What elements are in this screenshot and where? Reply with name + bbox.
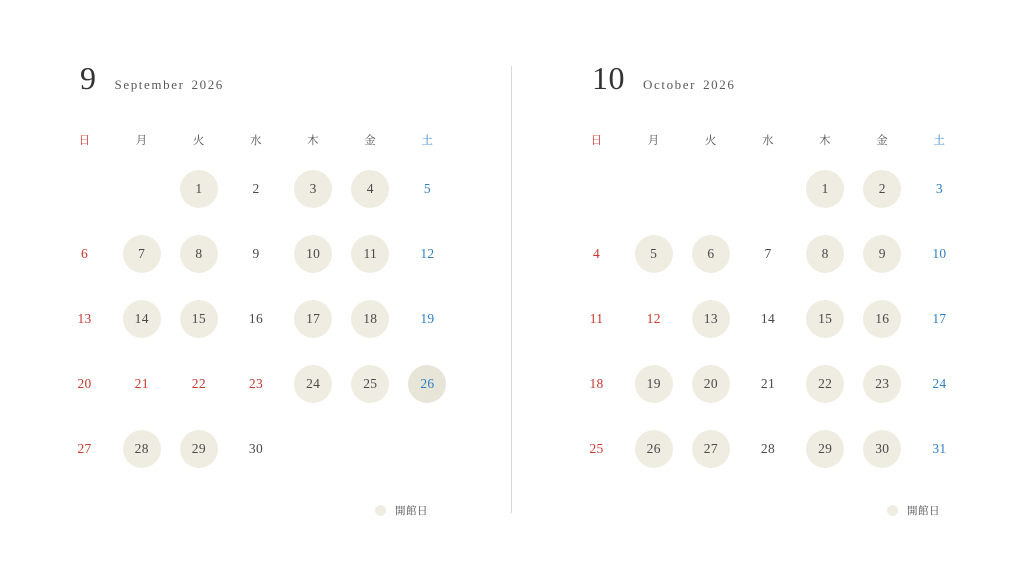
month-name: October: [643, 77, 697, 92]
day-cell: [56, 290, 113, 347]
day-number: 5: [635, 235, 673, 273]
day-cell: [797, 420, 854, 477]
weekday-tuesday: 火: [704, 135, 717, 147]
day-cell: [739, 420, 796, 477]
day-number: 1: [806, 170, 844, 208]
day-cell: [682, 160, 739, 217]
day-number: 28: [760, 440, 776, 456]
day-number: 3: [935, 180, 943, 196]
weekday-thursday: 木: [307, 135, 320, 147]
day-cell: [911, 225, 968, 282]
day-cell: [911, 355, 968, 412]
day-number: 10: [294, 235, 332, 273]
weekday-saturday: 土: [421, 135, 434, 147]
weekday-friday: 金: [876, 135, 889, 147]
day-number: 16: [248, 310, 264, 326]
day-cell: [170, 355, 227, 412]
month-header-october: [568, 62, 968, 108]
day-cell: [285, 355, 342, 412]
day-number: 28: [123, 430, 161, 468]
day-number: 27: [692, 430, 730, 468]
day-number: 19: [635, 365, 673, 403]
day-cell: [227, 290, 284, 347]
day-number: 24: [932, 375, 947, 391]
day-cell: [568, 160, 625, 217]
day-number: 29: [806, 430, 844, 468]
day-cell: [625, 225, 682, 282]
day-number: 25: [351, 365, 389, 403]
day-cell: [682, 420, 739, 477]
week-row: [56, 225, 456, 282]
day-cell: [399, 225, 456, 282]
day-cell: [342, 160, 399, 217]
week-row: [56, 355, 456, 412]
day-number: 30: [248, 440, 264, 456]
day-number: 3: [294, 170, 332, 208]
day-number: 15: [806, 300, 844, 338]
day-number: 8: [806, 235, 844, 273]
day-number: 7: [764, 245, 772, 261]
day-cell: [170, 420, 227, 477]
day-cell: [227, 355, 284, 412]
day-cell: [170, 225, 227, 282]
open-day-swatch-icon: [375, 505, 386, 516]
day-number: 11: [351, 235, 389, 273]
month-panel-october: [512, 0, 1024, 579]
day-number: 8: [180, 235, 218, 273]
day-cell: [797, 160, 854, 217]
month-year: 2026: [703, 77, 736, 92]
day-cell: [285, 160, 342, 217]
weekday-tuesday: 火: [192, 135, 205, 147]
day-number: 13: [692, 300, 730, 338]
day-cell: [682, 355, 739, 412]
day-number: 4: [593, 245, 601, 261]
day-cell: [285, 225, 342, 282]
day-cell: [739, 225, 796, 282]
day-number: 19: [420, 310, 435, 326]
day-cell: [113, 290, 170, 347]
week-row: [568, 225, 968, 282]
month-number: 10: [592, 60, 625, 96]
day-number: 22: [806, 365, 844, 403]
weekday-friday: 金: [364, 135, 377, 147]
day-cell: [625, 160, 682, 217]
day-cell: [399, 290, 456, 347]
day-number: 2: [863, 170, 901, 208]
day-number: 9: [252, 245, 260, 261]
day-number: 20: [77, 375, 92, 391]
day-number: 16: [863, 300, 901, 338]
legend-october: [568, 503, 968, 518]
day-number: 11: [589, 310, 604, 326]
day-number: 9: [863, 235, 901, 273]
day-cell: [739, 160, 796, 217]
day-cell: [625, 290, 682, 347]
day-cell: [285, 290, 342, 347]
day-cell: [854, 225, 911, 282]
day-number: 17: [932, 310, 947, 326]
weekday-wednesday: 水: [761, 135, 774, 147]
weekday-sunday: 日: [78, 135, 91, 147]
day-cell: [911, 290, 968, 347]
day-cell: [568, 355, 625, 412]
day-number: 10: [932, 245, 947, 261]
day-cell: [113, 420, 170, 477]
open-day-swatch-icon: [887, 505, 898, 516]
day-cell: [56, 160, 113, 217]
day-number: 27: [77, 440, 92, 456]
weekday-sunday: 日: [590, 135, 603, 147]
day-cell: [682, 225, 739, 282]
day-number: 18: [351, 300, 389, 338]
day-number: 12: [420, 245, 435, 261]
day-cell: [854, 160, 911, 217]
day-cell: [911, 160, 968, 217]
day-number: 26: [635, 430, 673, 468]
month-name: September: [114, 77, 185, 92]
day-cell: [227, 420, 284, 477]
day-number: 25: [589, 440, 604, 456]
day-number: 6: [81, 245, 89, 261]
weekday-wednesday: 水: [249, 135, 262, 147]
day-cell: [399, 420, 456, 477]
day-number: 6: [692, 235, 730, 273]
day-cell: [797, 290, 854, 347]
day-number: 13: [77, 310, 92, 326]
day-cell: [399, 160, 456, 217]
day-number: 12: [646, 310, 661, 326]
day-cell: [56, 420, 113, 477]
day-cell: [342, 225, 399, 282]
day-number: 30: [863, 430, 901, 468]
day-cell: [625, 355, 682, 412]
day-number: 21: [760, 375, 776, 391]
day-cell: [854, 355, 911, 412]
day-number: 20: [692, 365, 730, 403]
day-cell: [911, 420, 968, 477]
day-number: 17: [294, 300, 332, 338]
day-cell: [342, 420, 399, 477]
day-number: 22: [191, 375, 206, 391]
calendar-grid-october: [568, 130, 968, 477]
day-number: 23: [863, 365, 901, 403]
day-number: 23: [248, 375, 264, 391]
day-cell: [854, 290, 911, 347]
day-number: 5: [423, 180, 431, 196]
month-year: 2026: [191, 77, 224, 92]
day-cell: [227, 160, 284, 217]
legend-label: 開館日: [907, 505, 940, 517]
day-number: 14: [760, 310, 776, 326]
day-cell: [739, 355, 796, 412]
day-cell: [625, 420, 682, 477]
day-cell: [113, 225, 170, 282]
weekday-header-row: [568, 130, 968, 152]
legend-label: 開館日: [395, 505, 428, 517]
week-row: [568, 355, 968, 412]
day-cell: [56, 355, 113, 412]
day-cell: [113, 355, 170, 412]
day-cell: [170, 160, 227, 217]
day-cell: [568, 225, 625, 282]
day-cell: [568, 290, 625, 347]
day-number: 1: [180, 170, 218, 208]
month-number: 9: [80, 60, 97, 96]
weekday-thursday: 木: [819, 135, 832, 147]
day-number: 21: [134, 375, 149, 391]
weekday-saturday: 土: [933, 135, 946, 147]
legend-september: [56, 503, 456, 518]
weekday-monday: 月: [647, 135, 660, 147]
month-header-september: [56, 62, 456, 108]
week-row: [568, 290, 968, 347]
day-number: 24: [294, 365, 332, 403]
day-cell: [682, 290, 739, 347]
day-cell: [56, 225, 113, 282]
day-cell: [399, 355, 456, 412]
week-row: [56, 290, 456, 347]
weekday-monday: 月: [135, 135, 148, 147]
day-cell: [285, 420, 342, 477]
day-number: 18: [589, 375, 604, 391]
day-cell: [854, 420, 911, 477]
day-cell: [739, 290, 796, 347]
day-cell: [568, 420, 625, 477]
week-row: [56, 420, 456, 477]
day-cell: [342, 355, 399, 412]
day-cell: [113, 160, 170, 217]
day-number: 4: [351, 170, 389, 208]
week-row: [56, 160, 456, 217]
day-number: 15: [180, 300, 218, 338]
week-row: [568, 160, 968, 217]
week-row: [568, 420, 968, 477]
weekday-header-row: [56, 130, 456, 152]
day-number: 7: [123, 235, 161, 273]
day-number: 26: [408, 365, 446, 403]
day-number: 29: [180, 430, 218, 468]
day-cell: [797, 225, 854, 282]
day-cell: [227, 225, 284, 282]
day-cell: [170, 290, 227, 347]
day-number: 31: [932, 440, 947, 456]
day-cell: [797, 355, 854, 412]
calendar-grid-september: [56, 130, 456, 477]
day-number: 2: [252, 180, 260, 196]
day-cell: [342, 290, 399, 347]
day-number: 14: [123, 300, 161, 338]
